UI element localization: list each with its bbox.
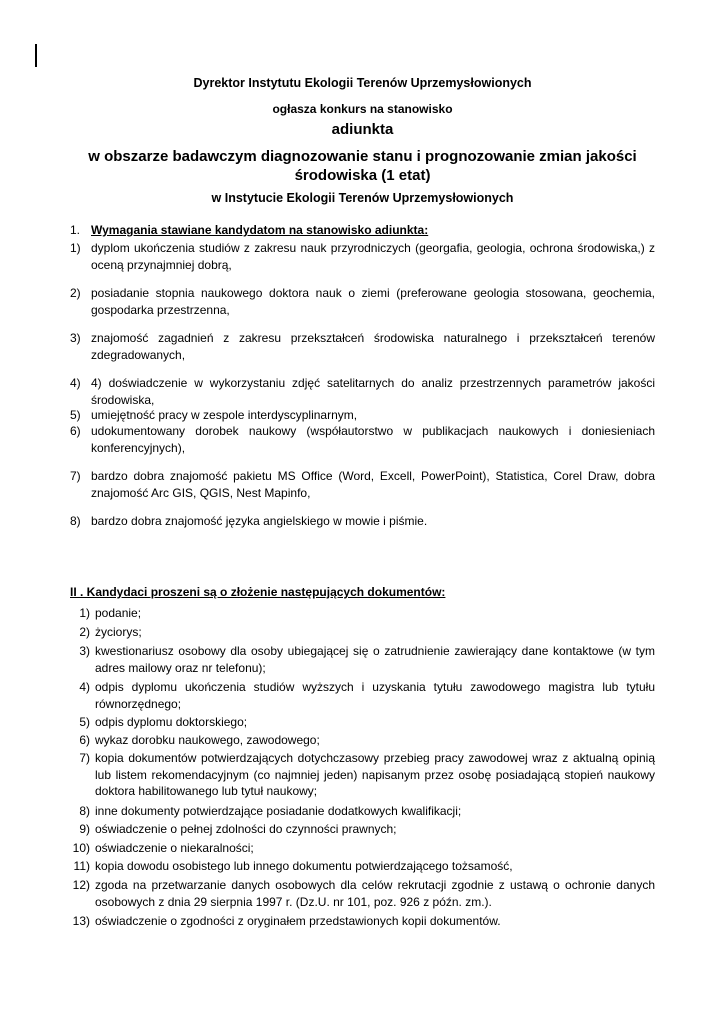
list-item-text: kwestionariusz osobowy dla osoby ubiegającej się o zatrudnienie zawierający dane kontaktowe (w tym adres mailowy oraz nr telefonu); (95, 644, 655, 675)
list-item (70, 240, 655, 273)
list-item-text: wykaz dorobku naukowego, zawodowego; (95, 733, 320, 747)
list-item-number: 6) (70, 424, 81, 438)
list-item (70, 679, 655, 712)
list-item-number: 10) (72, 841, 90, 855)
list-item-text: posiadanie stopnia naukowego doktora nauk o ziemi (preferowane geologia stosowana, geochemia, gospodarka przestrzenna, (91, 286, 655, 317)
section2-heading (70, 584, 655, 601)
list-item (70, 821, 655, 838)
list-item (70, 750, 655, 800)
section1-title: Wymagania stawiane kandydatom na stanowisko adiunkta: (91, 223, 429, 237)
section1-number: 1. (70, 223, 81, 237)
list-item (70, 285, 655, 318)
header-line-announces: ogłasza konkurs na stanowisko (272, 102, 453, 116)
list-item (70, 407, 655, 424)
list-item-number: 4) (79, 680, 90, 694)
list-item (70, 423, 655, 456)
list-item-text: dyplom ukończenia studiów z zakresu nauk przyrodniczych (georgafia, geologia, ochrona środowiska,) z oceną przynajmniej dobrą, (91, 241, 655, 272)
list-item (70, 513, 655, 530)
list-item-number: 13) (72, 914, 90, 928)
list-item (70, 714, 655, 731)
list-item-text: 4) doświadczenie w wykorzystaniu zdjęć satelitarnych do analiz przestrzennych parametrów jakości środowiska, (91, 376, 655, 407)
list-item (70, 468, 655, 501)
list-item-number: 5) (70, 408, 81, 422)
text-cursor (35, 44, 37, 67)
list-item-text: kopia dokumentów potwierdzających dotychczasowy przebieg pracy zawodowej wraz z aktualną opinią lub listem rekomendacyjnym (co najmniej jeden) napisanym przez osobę posiadającą stopień naukowy doktora habilitowanego lub tytuł naukowy; (95, 751, 655, 798)
header-line-director: Dyrektor Instytutu Ekologii Terenów Uprzemysłowionych (193, 76, 532, 90)
list-item-text: podanie; (95, 606, 142, 620)
list-item-number: 9) (79, 822, 90, 836)
header-line-position: adiunkta (331, 121, 394, 138)
list-item-number: 2) (79, 625, 90, 639)
list-item-number: 8) (79, 804, 90, 818)
list-item-number: 6) (79, 733, 90, 747)
list-item-number: 4) (70, 376, 81, 390)
header-line-institute: w Instytucie Ekologii Terenów Uprzemysłowionych (211, 191, 514, 205)
list-item-text: inne dokumenty potwierdzające posiadanie dodatkowych kwalifikacji; (95, 804, 462, 818)
list-item-text: kopia dowodu osobistego lub innego dokumentu potwierdzającego tożsamość, (95, 859, 513, 873)
list-item-number: 7) (70, 469, 81, 483)
section2-title: II . Kandydaci proszeni są o złożenie następujących dokumentów: (70, 585, 446, 599)
header-line-research-area: w obszarze badawczym diagnozowanie stanu i prognozowanie zmian jakości środowiska (1 etat) (88, 148, 637, 184)
section1-heading (70, 222, 655, 239)
list-item (70, 877, 655, 910)
list-item (70, 643, 655, 676)
list-item-text: życiorys; (95, 625, 142, 639)
list-item (70, 858, 655, 875)
list-item-text: odpis dyplomu doktorskiego; (95, 715, 248, 729)
list-item-number: 7) (79, 751, 90, 765)
list-item-number: 11) (73, 859, 90, 873)
list-item-text: bardzo dobra znajomość języka angielskiego w mowie i piśmie. (91, 514, 428, 528)
list-item-text: bardzo dobra znajomość pakietu MS Office (Word, Excell, PowerPoint), Statistica, Corel Draw, dobra znajomość Arc GIS, QGIS, Nest Mapinfo, (91, 469, 655, 500)
list-item-number: 12) (72, 878, 90, 892)
list-item (70, 605, 655, 622)
list-item-number: 1) (70, 241, 81, 255)
list-item-number: 1) (79, 606, 90, 620)
list-item-number: 8) (70, 514, 81, 528)
list-item-number: 2) (70, 286, 81, 300)
list-item (70, 732, 655, 749)
list-item (70, 840, 655, 857)
list-item-text: oświadczenie o zgodności z oryginałem przedstawionych kopii dokumentów. (95, 914, 501, 928)
list-item (70, 624, 655, 641)
list-item-text: znajomość zagadnień z zakresu przekształceń środowiska naturalnego i przekształceń terenów zdegradowanych, (91, 331, 655, 362)
list-item-text: oświadczenie o pełnej zdolności do czynności prawnych; (95, 822, 397, 836)
list-item (70, 803, 655, 820)
list-item-text: umiejętność pracy w zespole interdyscyplinarnym, (91, 408, 358, 422)
list-item (70, 330, 655, 363)
list-item-number: 5) (79, 715, 90, 729)
list-item-text: udokumentowany dorobek naukowy (współautorstwo w publikacjach naukowych i doniesieniach konferencyjnych), (91, 424, 655, 455)
list-item (70, 375, 655, 408)
list-item-text: oświadczenie o niekaralności; (95, 841, 254, 855)
list-item-number: 3) (70, 331, 81, 345)
list-item-text: odpis dyplomu ukończenia studiów wyższych i uzyskania tytułu zawodowego magistra lub tytułu równorzędnego; (95, 680, 655, 711)
list-item (70, 913, 655, 930)
list-item-number: 3) (79, 644, 90, 658)
list-item-text: zgoda na przetwarzanie danych osobowych dla celów rekrutacji zgodnie z ustawą o ochronie danych osobowych z dnia 29 sierpnia 1997 r. (Dz.U. nr 101, poz. 926 z późn. zm.). (95, 878, 655, 909)
